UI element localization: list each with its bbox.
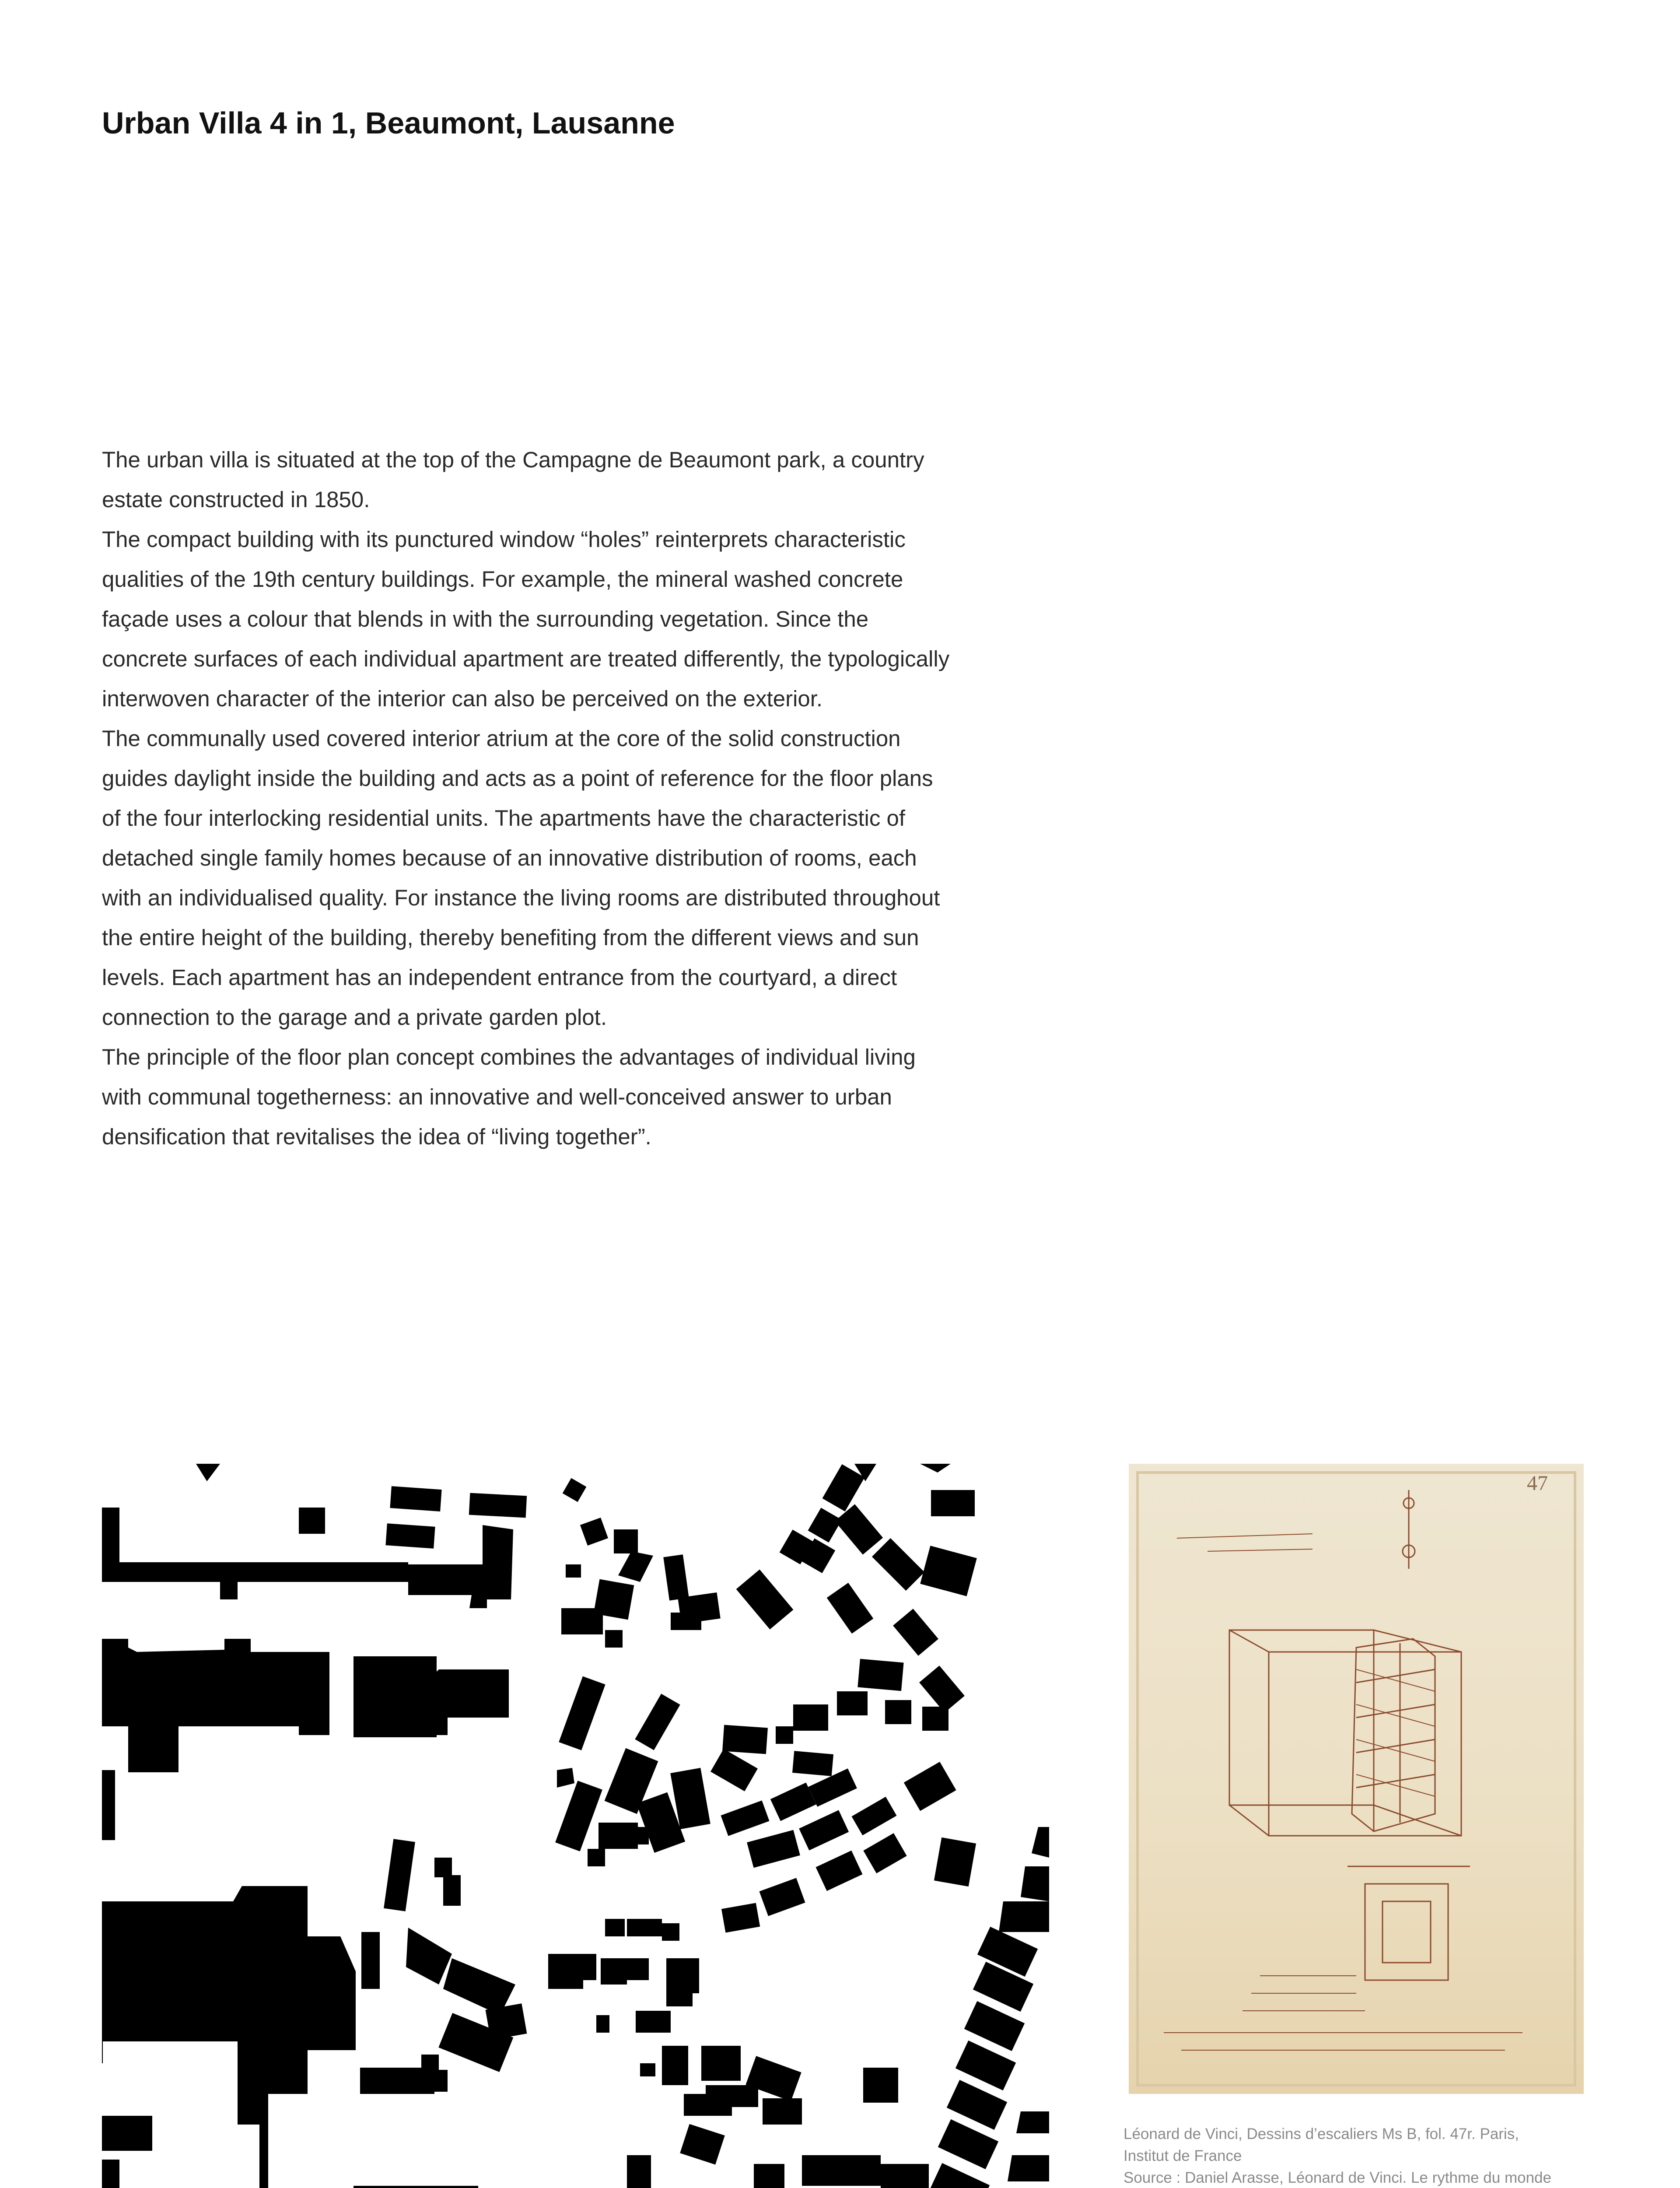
text-line: The principle of the floor plan concept combines the advantages of individual living [102,1045,916,1069]
caption-line: Institut de France [1124,2147,1242,2164]
page-title: Urban Villa 4 in 1, Beaumont, Lausanne [102,106,675,140]
text-line: detached single family homes because of an innovative distribution of rooms, each [102,845,917,870]
text-line: estate constructed in 1850. [102,487,370,512]
text-line: levels. Each apartment has an independent entrance from the courtyard, a direct [102,965,897,990]
leonardo-staircase-sketch [1129,1464,1584,2094]
caption-line: Léonard de Vinci, Dessins d’escaliers Ms B, fol. 47r. Paris, [1124,2125,1519,2142]
description-text [102,440,1073,1157]
text-line: guides daylight inside the building and acts as a point of reference for the floor plans [102,766,933,791]
text-line: façade uses a colour that blends in with the surrounding vegetation. Since the [102,607,869,631]
text-line: The communally used covered interior atrium at the core of the solid construction [102,726,901,751]
figure-ground-map [102,1464,1049,2188]
text-line: qualities of the 19th century buildings. For example, the mineral washed concrete [102,567,903,592]
text-line: concrete surfaces of each individual apartment are treated differently, the typologically [102,646,950,671]
caption-line: Source : Daniel Arasse, Léonard de Vinci. Le rythme du monde [1124,2169,1551,2186]
text-line: The compact building with its punctured window “holes” reinterprets characteristic [102,527,906,552]
text-line: interwoven character of the interior can also be perceived on the exterior. [102,686,823,711]
text-line: the entire height of the building, thereby benefiting from the different views and sun [102,925,919,950]
text-line: with an individualised quality. For instance the living rooms are distributed throughout [102,885,940,910]
text-line: of the four interlocking residential units. The apartments have the characteristic of [102,806,906,831]
text-line: densification that revitalises the idea of “living together”. [102,1124,651,1149]
text-line: The urban villa is situated at the top of the Campagne de Beaumont park, a country [102,447,924,472]
paper-sheet [1129,1464,1584,2094]
image-caption [1124,2123,1596,2188]
text-line: connection to the garage and a private garden plot. [102,1005,607,1030]
text-line: with communal togetherness: an innovative and well-conceived answer to urban [102,1084,892,1109]
page-number: 47 [1527,1472,1548,1495]
